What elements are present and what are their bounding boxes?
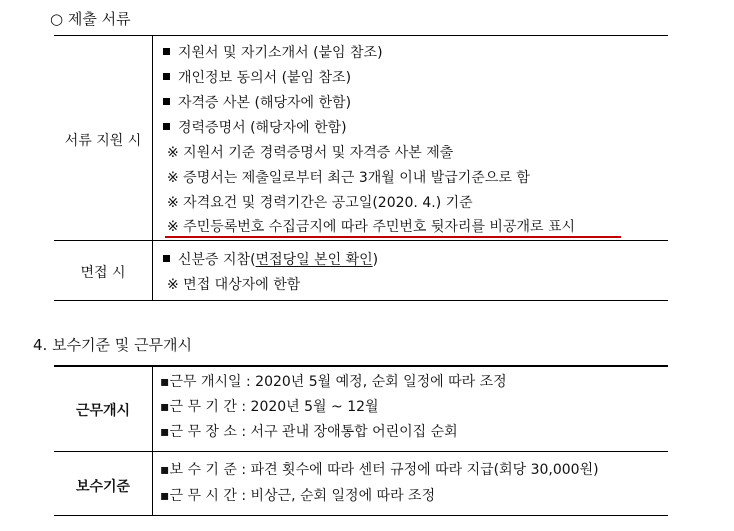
note-item: ※ 지원서 기준 경력증명서 및 자격증 사본 제출 (167, 145, 454, 161)
table1-top-border (54, 35, 668, 36)
list-item: 경력증명서 (해당자에 한함) (163, 120, 347, 136)
bullet-square-icon (163, 123, 170, 130)
list-item: ▪보 수 기 준 : 파견 횟수에 따라 센터 규정에 따라 지급(회당 30,000원) (160, 462, 599, 478)
table2-column-divider (152, 365, 153, 515)
section-heading-documents: ○ 제출 서류 (50, 10, 131, 28)
row-label-interview: 면접 시 (80, 265, 126, 281)
list-item: ▪근무 개시일 : 2020년 5월 예정, 순회 일정에 따라 조정 (160, 374, 507, 390)
list-item: ▪근 무 기 간 : 2020년 5월 ~ 12월 (160, 399, 379, 415)
list-item: 신분증 지참(면접당일 본인 확인) (163, 252, 378, 268)
note-item: ※ 자격요건 및 경력기간은 공고일(2020. 4.) 기준 (167, 195, 473, 211)
row-label-document-submission: 서류 지원 시 (64, 133, 142, 149)
bullet-square-icon (163, 98, 170, 105)
bullet-square-icon (163, 73, 170, 80)
bullet-square-icon (163, 255, 170, 262)
bullet-square-icon (163, 48, 170, 55)
row-label-work-start: 근무개시 (75, 403, 131, 419)
list-item: 자격증 사본 (해당자에 한함) (163, 95, 351, 111)
list-item: 지원서 및 자기소개서 (붙임 참조) (163, 45, 383, 61)
table1-column-divider (152, 35, 153, 301)
note-item: ※ 면접 대상자에 한함 (167, 277, 301, 293)
table2-bottom-border (54, 515, 668, 516)
note-item-highlighted: ※ 주민등록번호 수집금지에 따라 주민번호 뒷자리를 비공개로 표시 (167, 219, 576, 235)
table1-row-divider (54, 240, 668, 241)
table1-bottom-border (54, 300, 668, 301)
note-item: ※ 증명서는 제출일로부터 최근 3개월 이내 발급기준으로 함 (167, 170, 530, 186)
row-label-pay-standard: 보수기준 (75, 479, 131, 495)
underlined-text: 면접당일 본인 확인 (255, 252, 373, 268)
list-item: ▪근 무 장 소 : 서구 관내 장애통합 어린이집 순회 (160, 424, 458, 440)
section-heading-pay-and-start: 4. 보수기준 및 근무개시 (33, 336, 193, 354)
list-item: 개인정보 동의서 (붙임 참조) (163, 70, 351, 86)
red-underline-mark (165, 236, 621, 238)
table2-top-border (54, 365, 668, 367)
table2-row-divider (54, 451, 668, 452)
list-item: ▪근 무 시 간 : 비상근, 순회 일정에 따라 조정 (160, 488, 436, 504)
